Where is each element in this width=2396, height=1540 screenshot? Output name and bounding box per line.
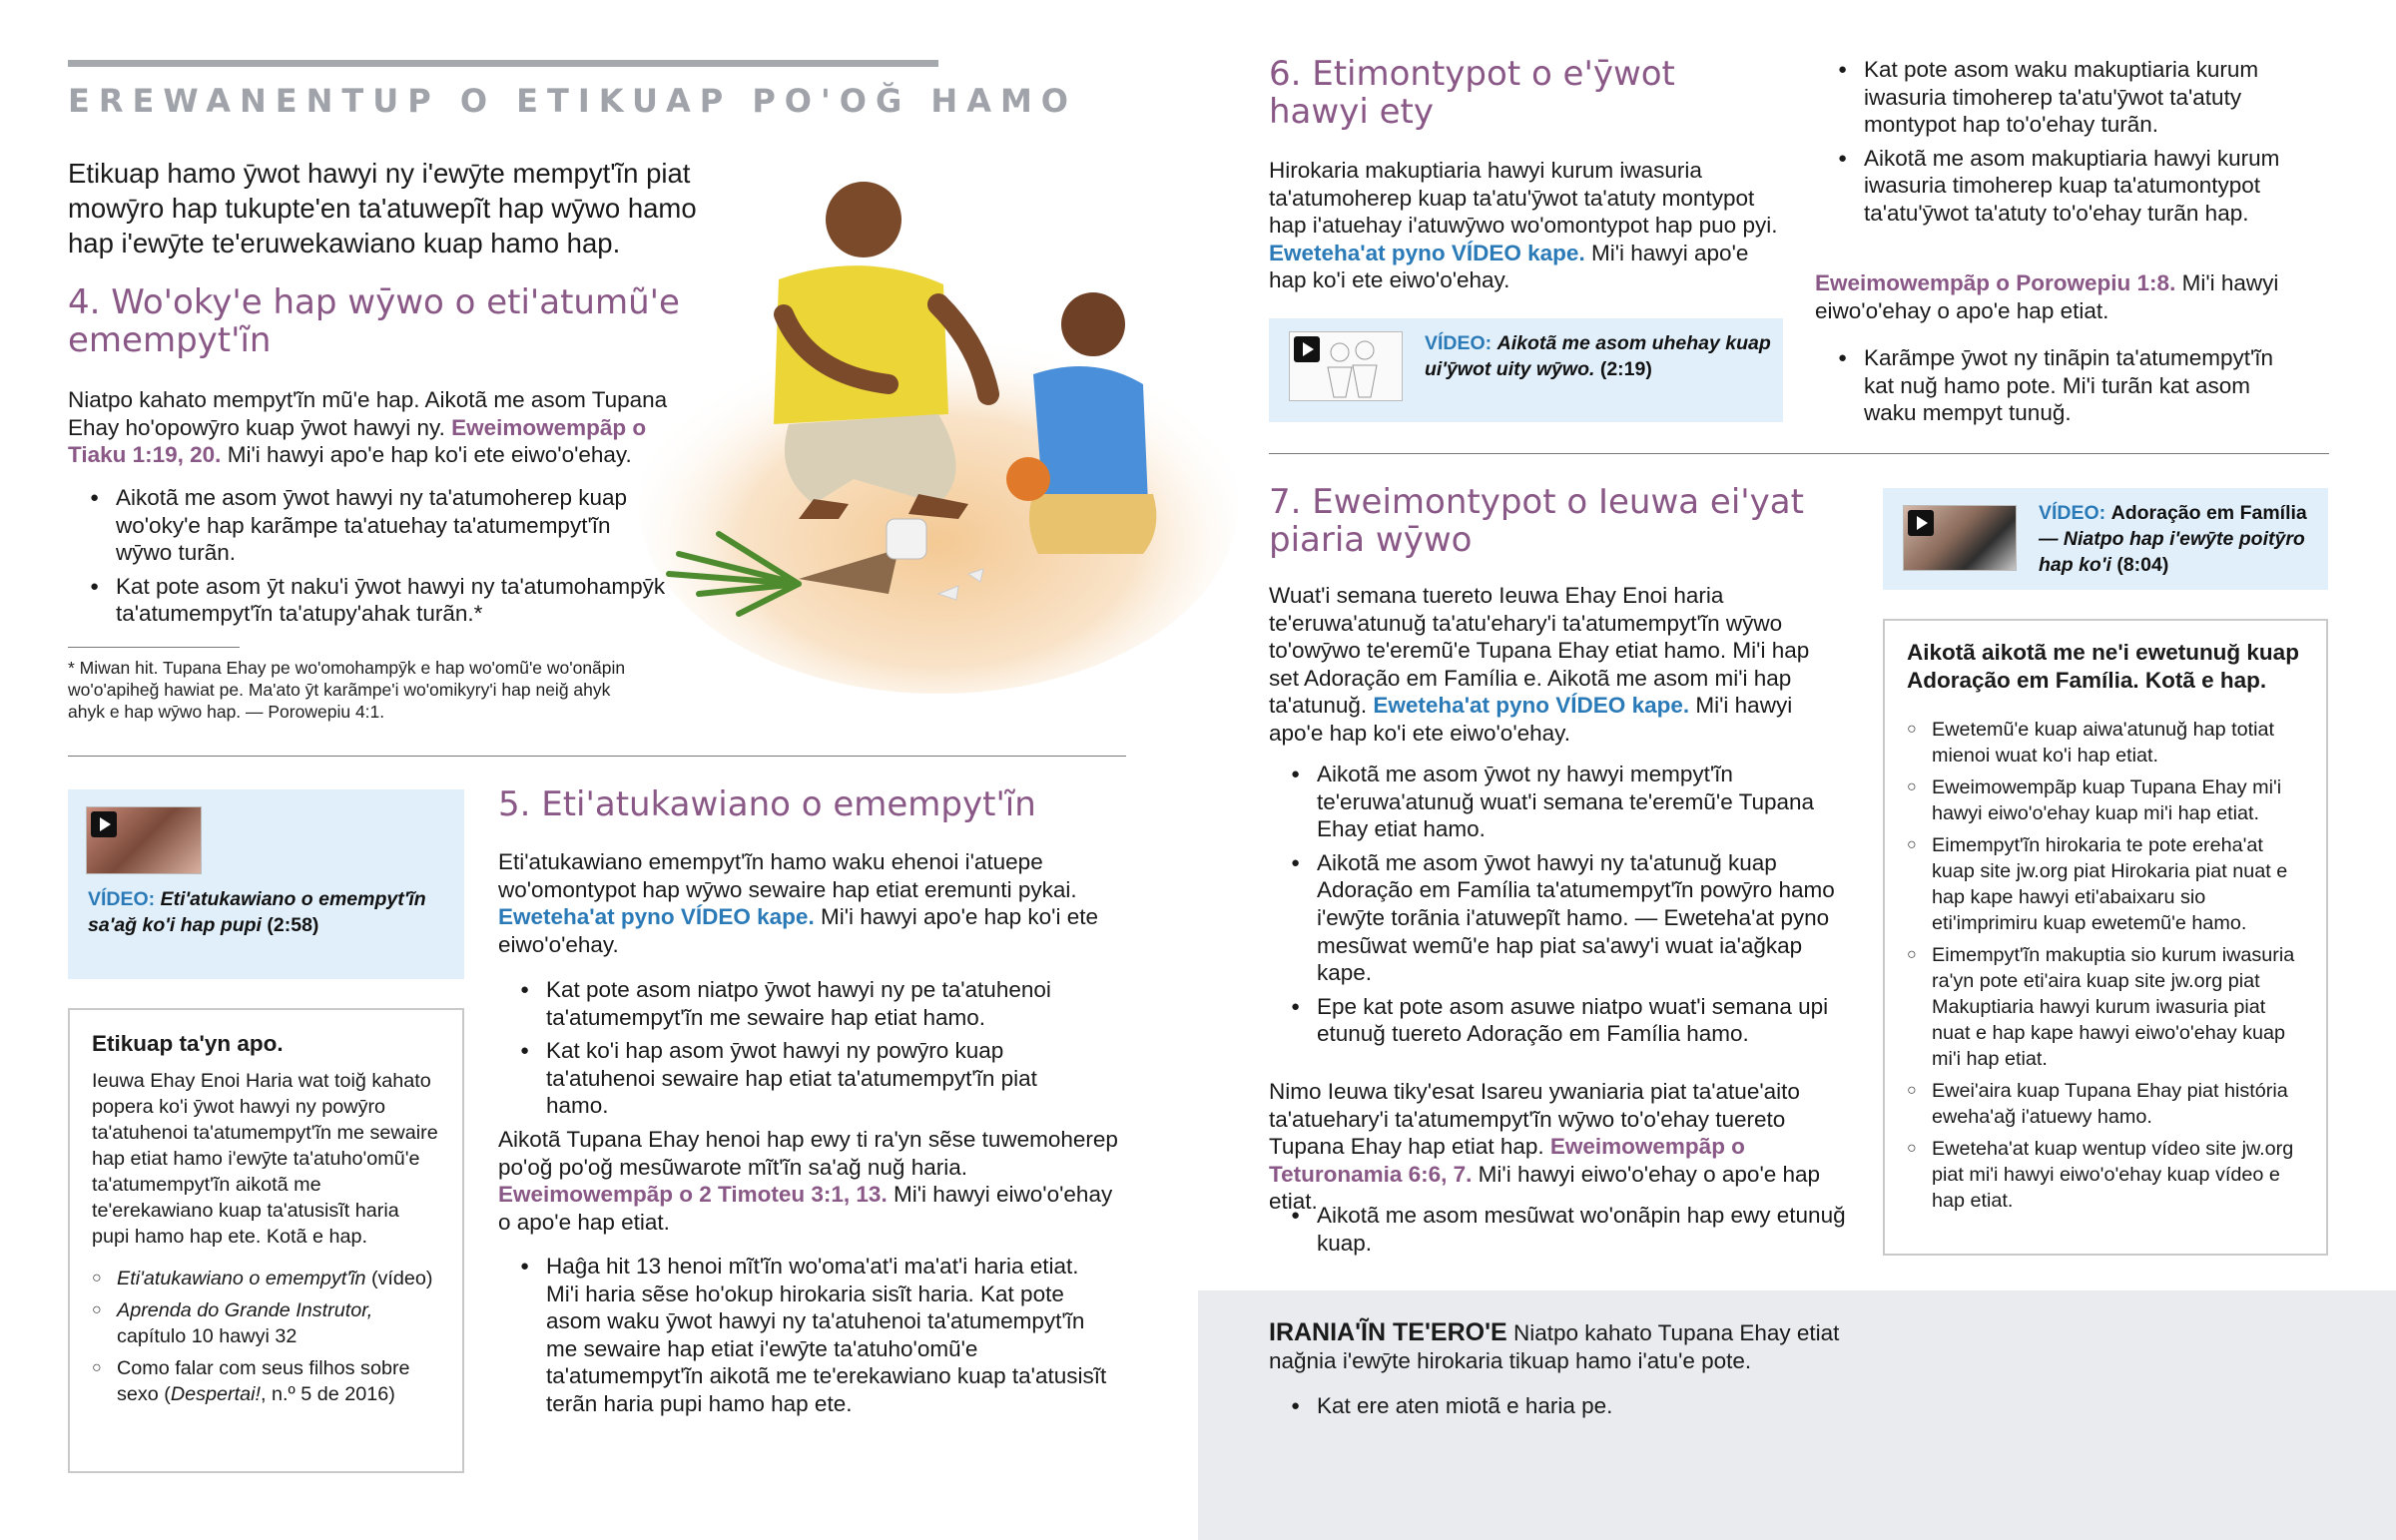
resource-suffix: , n.º 5 de 2016): [261, 1383, 395, 1405]
s4-para-text: Niatpo kahato mempyt'ĩn mũ'e hap. Aikotã me asom Tupana Ehay ho'opowȳro kuap ȳwot hawyi ny.: [68, 387, 668, 440]
summary-bullets: [1269, 1392, 1888, 1426]
resource-item[interactable]: [92, 1355, 441, 1407]
play-icon[interactable]: [1294, 336, 1320, 362]
s6-para-after: Mi'i hawyi apo'e hap ko'i ete eiwo'o'ehay.: [1269, 240, 1749, 293]
section-4-paragraph: [68, 386, 687, 469]
resource-item[interactable]: [92, 1266, 441, 1291]
video-duration: (2:19): [1599, 358, 1652, 380]
list-item: ● Kat ko'i hap asom ȳwot hawyi ny powȳro kuap ta'atuhenoi sewaire hap etiat ta'atumempyt'ĩn piat hamo.: [498, 1037, 1097, 1120]
resource-suffix: (vídeo): [365, 1268, 433, 1289]
flower-pot: [887, 519, 926, 559]
video-label: VÍDEO:: [1425, 332, 1493, 354]
list-item: ○ Eweimowempãp kuap Tupana Ehay mi'i hawyi eiwo'o'ehay kuap mi'i hap etiat.: [1907, 774, 2301, 826]
section-4-heading: 4. Wo'oky'e hap wȳwo o eti'atumũ'e emempyt'ĩn: [68, 282, 680, 360]
illustration-father-son: [639, 175, 1238, 694]
summary-text: Niatpo kahato Tupana Ehay etiat nağnia i'ewȳte hirokaria tikuap hamo i'atu'e pote.: [1269, 1320, 1840, 1373]
video-duration: (2:58): [267, 914, 319, 936]
video-duration: (8:04): [2116, 554, 2169, 576]
s4-scripture-ref[interactable]: Eweimowempãp o Tiaku 1:19, 20.: [68, 414, 647, 468]
resources-list: [92, 1266, 441, 1413]
play-icon[interactable]: [91, 811, 117, 837]
intro-text: Etikuap hamo ȳwot hawyi ny i'ewȳte mempyt'ĩn piat mowȳro hap tukupte'en ta'atuwepĩt hap wȳwo hamo hap i'ewȳte te'eruwekawiano kuap hamo hap.: [68, 158, 697, 258]
video-caption: [1425, 330, 1774, 382]
s5-para1-after: Mi'i hawyi apo'e hap ko'i ete eiwo'o'ehay.: [498, 904, 1099, 957]
section-6-bullets-1: [1832, 56, 2301, 234]
toy-ball: [1006, 457, 1050, 501]
resources-box: [68, 1008, 464, 1473]
footnote-rule: [68, 647, 240, 648]
video-label: VÍDEO:: [88, 888, 156, 910]
list-item: ● Karãmpe ȳwot ny tinãpin ta'atumempyt'ĩn kat nuğ hamo pote. Mi'i turãn kat asom waku mempyt tunuğ.: [1832, 344, 2301, 427]
s5-para1-text: Eti'atukawiano emempyt'ĩn hamo waku ehenoi i'atuepe wo'omontypot hap wȳwo sewaire hap etiat eremunti pykai.: [498, 849, 1077, 902]
family-worship-box-title: Aikotã aikotã me ne'i ewetunuğ kuap Adoração em Família. Kotã e hap.: [1907, 640, 2299, 693]
s6-scripture-ref[interactable]: Eweimowempãp o Porowepiu 1:8.: [1815, 270, 2176, 295]
section-5-bullets-1: [498, 976, 1097, 1126]
list-item: ○ Ewei'aira kuap Tupana Ehay piat história eweha'ağ i'atuewy hamo.: [1907, 1078, 2301, 1130]
section-7-paragraph-2: [1269, 1078, 1838, 1216]
s5-scripture-ref[interactable]: Eweimowempãp o 2 Timoteu 3:1, 13.: [498, 1182, 888, 1208]
s6-ref-after: Mi'i hawyi eiwo'o'ehay o apo'e hap etiat.: [1815, 270, 2279, 323]
video-caption: [88, 886, 447, 938]
s4-para-after: Mi'i hawyi apo'e hap ko'i ete eiwo'o'ehay.: [227, 442, 632, 468]
resource-prefix: Como falar com seus filhos sobre sexo (: [117, 1357, 410, 1405]
section-4-bullets: [68, 484, 667, 634]
list-item: ● Kat pote asom niatpo ȳwot hawyi ny pe ta'atuhenoi ta'atumempyt'ĩn me sewaire hap etiat hamo.: [498, 976, 1097, 1031]
video-box-2[interactable]: [1269, 318, 1783, 422]
list-item: ○ Eimempyt'ĩn hirokaria te pote ereha'at kuap site jw.org piat Hirokaria piat nuat e hap kape hawyi eti'abaixaru sio eti'imprimiru kuap ewetemũ'e hamo.: [1907, 832, 2301, 936]
video-caption: [2039, 500, 2318, 578]
section-5-paragraph-2: [498, 1126, 1127, 1236]
video-title[interactable]: Adoração em Família: [2110, 502, 2307, 524]
section-5-paragraph-1: [498, 848, 1107, 958]
video-title[interactable]: Aikotã me asom uhehay kuap ui'ȳwot uity wȳwo.: [1425, 332, 1771, 380]
divider-right: [1269, 453, 2329, 454]
father-head: [826, 182, 901, 257]
video-box-1[interactable]: [68, 789, 464, 979]
video-label: VÍDEO:: [2039, 502, 2106, 524]
list-item: ● Epe kat pote asom asuwe niatpo wuat'i semana upi etunuğ tuereto Adoração em Família hamo.: [1269, 993, 1848, 1048]
section-5-heading: 5. Eti'atukawiano o emempyt'ĩn: [498, 784, 1036, 824]
list-item: ○ Eimempyt'ĩn makuptia sio kurum iwasuria ra'yn pote eti'aira kuap site jw.org piat Makuptiaria hawyi kurum iwasuria piat nuat e hap kape hawyi eiwo'o'ehay kuap mi'i hap etiat.: [1907, 942, 2301, 1072]
resource-title: Aprenda do Grande Instrutor,: [117, 1299, 373, 1321]
family-worship-box: [1883, 619, 2328, 1256]
list-item: ○ Eweteha'at kuap wentup vídeo site jw.org piat mi'i hawyi eiwo'o'ehay kuap vídeo e hap etiat.: [1907, 1136, 2301, 1214]
list-item: ● Aikotã me asom ȳwot hawyi ny ta'atunuğ kuap Adoração em Família ta'atumempyt'ĩn powȳro hamo i'ewȳte torãnia i'atuwepĩt hamo. — Eweteha'at pyno mesũwat wemũ'e hap piat sa'awy'i wuat ia'ağkap kape.: [1269, 849, 1848, 987]
list-item: ● Aikotã me asom ȳwot ny hawyi mempyt'ĩn te'eruwa'atunuğ wuat'i semana te'eremũ'e Tupana Ehay etiat hamo.: [1269, 761, 1848, 843]
list-item: ● Kat pote asom ȳt naku'i ȳwot hawyi ny ta'atumohampȳk ta'atumempyt'ĩn ta'atupy'ahak turãn.*: [68, 573, 667, 628]
list-item: ○ Ewetemũ'e kuap aiwa'atunuğ hap totiat mienoi wuat ko'i hap etiat.: [1907, 717, 2301, 769]
section-7-bullets-1: [1269, 761, 1848, 1054]
summary-paragraph: [1269, 1319, 1888, 1374]
list-item: ● Kat ere aten miotã e haria pe.: [1269, 1392, 1888, 1420]
s7-para1-after: Mi'i hawyi apo'e hap ko'i ete eiwo'o'ehay.: [1269, 693, 1793, 746]
video-thumbnail[interactable]: [86, 806, 202, 874]
video-thumbnail[interactable]: [1903, 505, 2017, 571]
section-label: EREWANENTUP O ETIKUAP PO'OĞ HAMO: [68, 82, 1077, 120]
section-6-bullets-2: [1832, 344, 2301, 433]
resources-box-title: Etikuap ta'yn apo.: [92, 1031, 284, 1056]
summary-lead: IRANIA'ĨN TE'ERO'E: [1269, 1318, 1507, 1346]
section-6-paragraph: [1269, 157, 1788, 294]
resource-item[interactable]: [92, 1297, 441, 1349]
resource-title: Eti'atukawiano o emempyt'ĩn: [117, 1268, 366, 1289]
resource-suffix: capítulo 10 hawyi 32: [117, 1325, 298, 1347]
family-worship-list: [1907, 717, 2301, 1220]
divider-left: [68, 756, 1126, 757]
resources-box-text: Ieuwa Ehay Enoi Haria wat toiğ kahato popera ko'i ȳwot hawyi ny powȳro ta'atuhenoi ta'atumempyt'ĩn me sewaire hap etiat hamo i'ewȳte ta'atuho'omũ'e ta'atumempyt'ĩn aikotã me te'erekawiano kuap ta'atusisĩt haria pupi hamo hap ete. Kotã e hap.: [92, 1070, 438, 1248]
s7-scripture-ref[interactable]: Eweimowempãp o Teturonamia 6:6, 7.: [1269, 1134, 1745, 1187]
son-head: [1061, 292, 1125, 356]
s5-para2-text: Aikotã Tupana Ehay henoi hap ewy ti ra'yn sẽse tuwemoherep po'oğ po'oğ mesũwarote mĩt'ĩn sa'ağ nuğ haria.: [498, 1127, 1118, 1180]
list-item: ● Aikotã me asom mesũwat wo'onãpin hap ewy etunuğ kuap.: [1269, 1202, 1848, 1257]
video-title[interactable]: Eti'atukawiano o emempyt'ĩn sa'ağ ko'i hap pupi: [88, 888, 426, 936]
video-thumbnail[interactable]: [1289, 331, 1403, 401]
s6-video-link[interactable]: Eweteha'at pyno VÍDEO kape.: [1269, 240, 1585, 265]
section-5-bullets-2: [498, 1253, 1117, 1424]
section-6-heading: 6. Etimontypot o e'ȳwot hawyi ety: [1269, 54, 1675, 132]
footnote: * Miwan hit. Tupana Ehay pe wo'omohampȳk e hap wo'omũ'e wo'onãpin wo'o'apiheğ hawiat pe. Ma'ato ȳt karãmpe'i wo'omikyry'i hap neiğ ahyk ahyk e hap wȳwo hap. — Porowepiu 4:1.: [68, 658, 626, 722]
list-item: ● Aikotã me asom makuptiaria hawyi kurum iwasuria timoherep kuap ta'atumontypot ta'atu'ȳwot ta'atuty to'o'ehay turãn hap.: [1832, 145, 2301, 228]
list-item: ● Kat pote asom waku makuptiaria kurum iwasuria timoherep ta'atu'ȳwot ta'atuty montypot hap to'o'ehay turãn.: [1832, 56, 2301, 139]
s7-para1-text: Wuat'i semana tuereto Ieuwa Ehay Enoi haria te'eruwa'atunuğ ta'atu'ehary'i ta'atumempyt'ĩn wȳwo to'owȳwo te'eremũ'e Tupana Ehay etiat hamo. Mi'i hap set Adoração em Família e. Aikotã me asom mi'i hap ta'atunuğ.: [1269, 583, 1810, 719]
video-box-3[interactable]: [1883, 488, 2328, 590]
section-7-bullets-2: [1269, 1202, 1848, 1263]
s7-video-link[interactable]: Eweteha'at pyno VÍDEO kape.: [1373, 693, 1690, 719]
s7-para2-text: Nimo Ieuwa tiky'esat Isareu ywaniaria piat ta'atue'aito ta'atuehary'i ta'atumempyt'ĩn wȳwo to'o'ehay tuereto Tupana Ehay hap etiat hap.: [1269, 1079, 1800, 1160]
list-item: ● Aikotã me asom ȳwot hawyi ny ta'atumoherep kuap wo'oky'e hap karãmpe ta'atuehay ta'atumempyt'ĩn wȳwo turãn.: [68, 484, 667, 567]
resource-magazine: Despertai!: [170, 1383, 262, 1405]
s5-para2-after: Mi'i hawyi eiwo'o'ehay o apo'e hap etiat.: [498, 1182, 1113, 1235]
list-item: ● Haĝa hit 13 henoi mĩt'ĩn wo'oma'at'i ma'at'i haria etiat. Mi'i haria sẽse ho'okup hirokaria sisĩt haria. Kat pote asom waku ȳwot hawyi ny ta'atuhenoi ta'atumempyt'ĩn me sewaire hap etiat i'ewȳte ta'atuho'omũ'e ta'atumempyt'ĩn aikotã me te'erekawiano kuap ta'atusisĩt terãn haria pupi hamo hap ete.: [498, 1253, 1117, 1418]
s5-video-link[interactable]: Eweteha'at pyno VÍDEO kape.: [498, 904, 815, 930]
s7-para2-after: Mi'i hawyi eiwo'o'ehay o apo'e hap etiat.: [1269, 1161, 1821, 1215]
play-icon[interactable]: [1908, 510, 1934, 536]
section-7-heading: 7. Eweimontypot o Ieuwa ei'yat piaria wȳwo: [1269, 482, 1804, 560]
section-7-paragraph-1: [1269, 582, 1838, 748]
header-rule: [68, 60, 938, 67]
s6-para-text: Hirokaria makuptiaria hawyi kurum iwasuria ta'atumoherep kuap ta'atu'ȳwot ta'atuty montypot hap i'atuehay i'atuwȳwo wo'omontypot hap puo pyi.: [1269, 158, 1778, 239]
video-subtitle[interactable]: — Niatpo hap i'ewȳte poitȳro hap ko'i: [2039, 528, 2305, 576]
section-6-ref-paragraph: [1815, 269, 2294, 324]
